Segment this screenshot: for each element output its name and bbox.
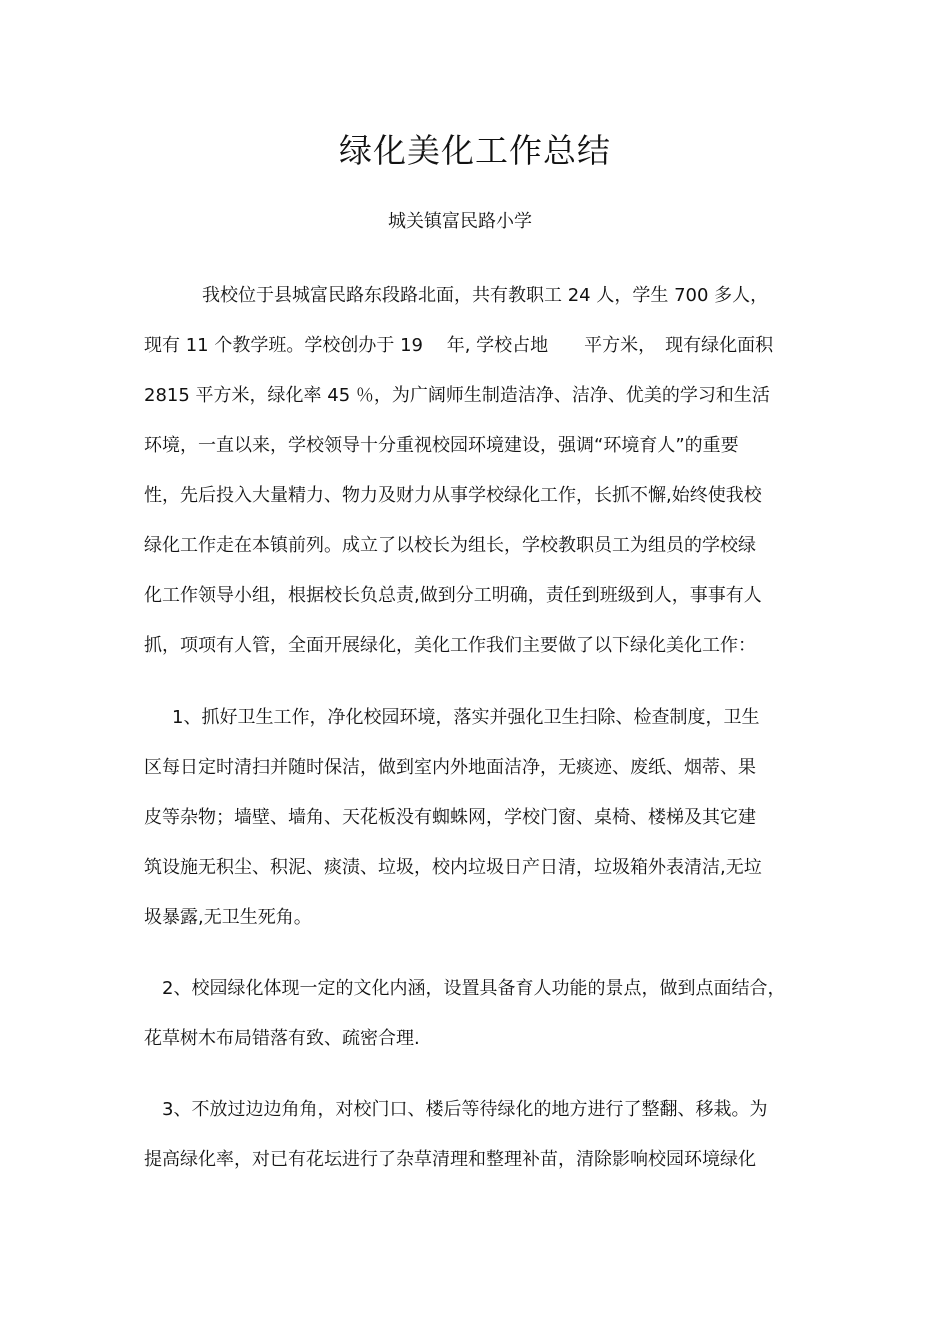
body-line: 圾暴露,无卫生死角。 [144,907,312,928]
body-line: 1、抓好卫生工作，净化校园环境，落实并强化卫生扫除、检查制度，卫生 [172,707,760,728]
body-line: 现有 11 个教学班。学校创办于 19 年, 学校占地 平方米， 现有绿化面积 [144,335,774,356]
body-line: 2815 平方米，绿化率 45 ％，为广阔师生制造洁净、洁净、优美的学习和生活 [144,385,770,406]
body-line: 2、校园绿化体现一定的文化内涵，设置具备育人功能的景点，做到点面结合， [162,978,786,999]
body-line: 筑设施无积尘、积泥、痰渍、垃圾，校内垃圾日产日清，垃圾箱外表清洁,无垃 [144,857,762,878]
body-line: 环境，一直以来，学校领导十分重视校园环境建设，强调“环境育人”的重要 [144,435,739,456]
document-subtitle: 城关镇富民路小学 [388,211,532,232]
body-line: 化工作领导小组，根据校长负总责,做到分工明确，责任到班级到人，事事有人 [144,585,762,606]
body-line: 性，先后投入大量精力、物力及财力从事学校绿化工作，长抓不懈,始终使我校 [144,485,762,506]
document-title: 绿化美化工作总结 [339,131,611,170]
body-line: 花草树木布局错落有致、疏密合理. [144,1028,420,1049]
body-line: 绿化工作走在本镇前列。成立了以校长为组长，学校教职员工为组员的学校绿 [144,535,756,556]
body-line: 区每日定时清扫并随时保洁，做到室内外地面洁净，无痰迹、废纸、烟蒂、果 [144,757,756,778]
body-line: 皮等杂物；墙壁、墙角、天花板没有蜘蛛网，学校门窗、桌椅、楼梯及其它建 [144,807,756,828]
body-line: 我校位于县城富民路东段路北面，共有教职工 24 人，学生 700 多人， [202,285,769,306]
body-line: 提高绿化率，对已有花坛进行了杂草清理和整理补苗，清除影响校园环境绿化 [144,1149,756,1170]
body-line: 3、不放过边边角角，对校门口、楼后等待绿化的地方进行了整翻、移栽。为 [162,1099,768,1120]
body-line: 抓，项项有人管，全面开展绿化，美化工作我们主要做了以下绿化美化工作： [144,635,756,656]
